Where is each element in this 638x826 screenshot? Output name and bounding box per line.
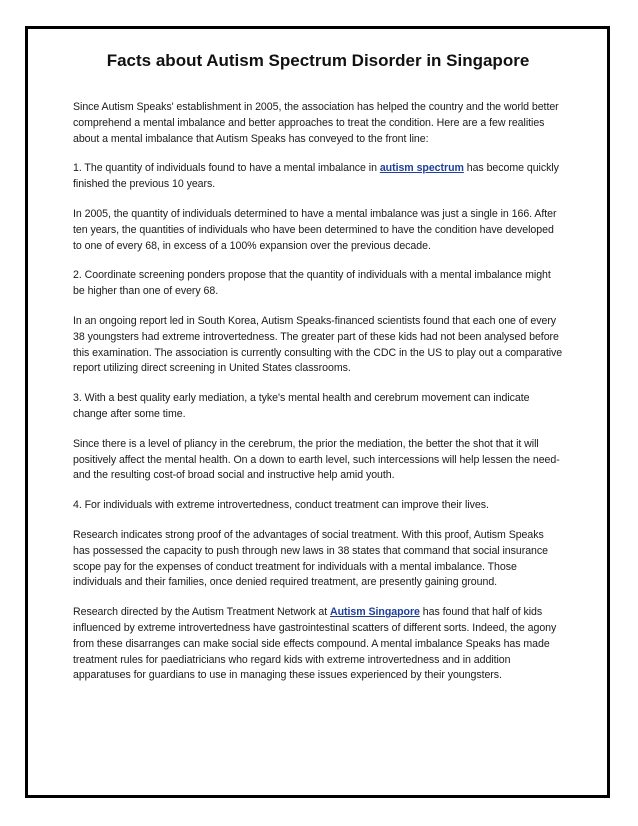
fact-2-paragraph: 2. Coordinate screening ponders propose that the quantity of individuals with a mental imbalance might be higher than one of every 68.	[73, 269, 551, 298]
fact-1-paragraph	[73, 161, 563, 193]
research-paragraph	[73, 605, 563, 684]
fact-4-detail-paragraph: Research indicates strong proof of the advantages of social treatment. With this proof, Autism Speaks has possessed the capacity to push through new laws in 38 states that command that social insurance scope pay for the expenses of conduct treatment for individuals with a mental imbalance. Those individuals and their families, once denied required treatment, are presently gaining ground.	[73, 528, 548, 589]
autism-spectrum-link[interactable]: autism spectrum	[379, 162, 464, 175]
fact-1-text-after: has become quickly finished the previous 10 years.	[73, 162, 559, 191]
fact-3-detail-paragraph: Since there is a level of pliancy in the cerebrum, the prior the mediation, the better the shot that it will positively affect the mental health. On a down to earth level, such intercessions will help lessen the need-and the resulting cost-of broad social and instructive help amid youth.	[73, 437, 560, 482]
fact-1-detail-paragraph: In 2005, the quantity of individuals determined to have a mental imbalance was just a single in 166. After ten years, the quantities of individuals who have been determined to have the condition have developed to one of every 68, in excess of a 100% expansion over the previous decade.	[73, 207, 557, 252]
intro-paragraph: Since Autism Speaks' establishment in 2005, the association has helped the country and the world better comprehend a mental imbalance and better approaches to treat the condition. Here are a few realities about a mental imbalance that Autism Speaks has conveyed to the front line:	[73, 101, 559, 145]
document-body	[73, 50, 563, 698]
fact-1-text-before: 1. The quantity of individuals found to have a mental imbalance in	[73, 162, 380, 175]
fact-2-detail-paragraph: In an ongoing report led in South Korea, Autism Speaks-financed scientists found that each one of every 38 youngsters had extreme introvertedness. The greater part of these kids had not been analysed before this examination. The association is currently consulting with the CDC in the US to play out a comparative report utilizing direct screening in United States classrooms.	[73, 314, 563, 375]
research-text-after: has found that half of kids influenced by extreme introvertedness have gastrointestinal scatters of different sorts. Indeed, the agony from these disarranges can make social side effects compound. A mental imbalance Speaks has made treatment rules for paediatricians who regard kids with extreme introvertedness and in addition apparatuses for guardians to use in managing these issues experienced by their youngsters.	[73, 606, 557, 682]
fact-4-paragraph: 4. For individuals with extreme introvertedness, conduct treatment can improve their lives.	[73, 499, 489, 512]
autism-singapore-link[interactable]: Autism Singapore	[330, 606, 420, 619]
research-text-before: Research directed by the Autism Treatment Network at	[73, 606, 331, 619]
fact-3-paragraph: 3. With a best quality early mediation, a tyke's mental health and cerebrum movement can indicate change after some time.	[73, 392, 530, 420]
document-title: Facts about Autism Spectrum Disorder in Singapore	[106, 51, 530, 70]
